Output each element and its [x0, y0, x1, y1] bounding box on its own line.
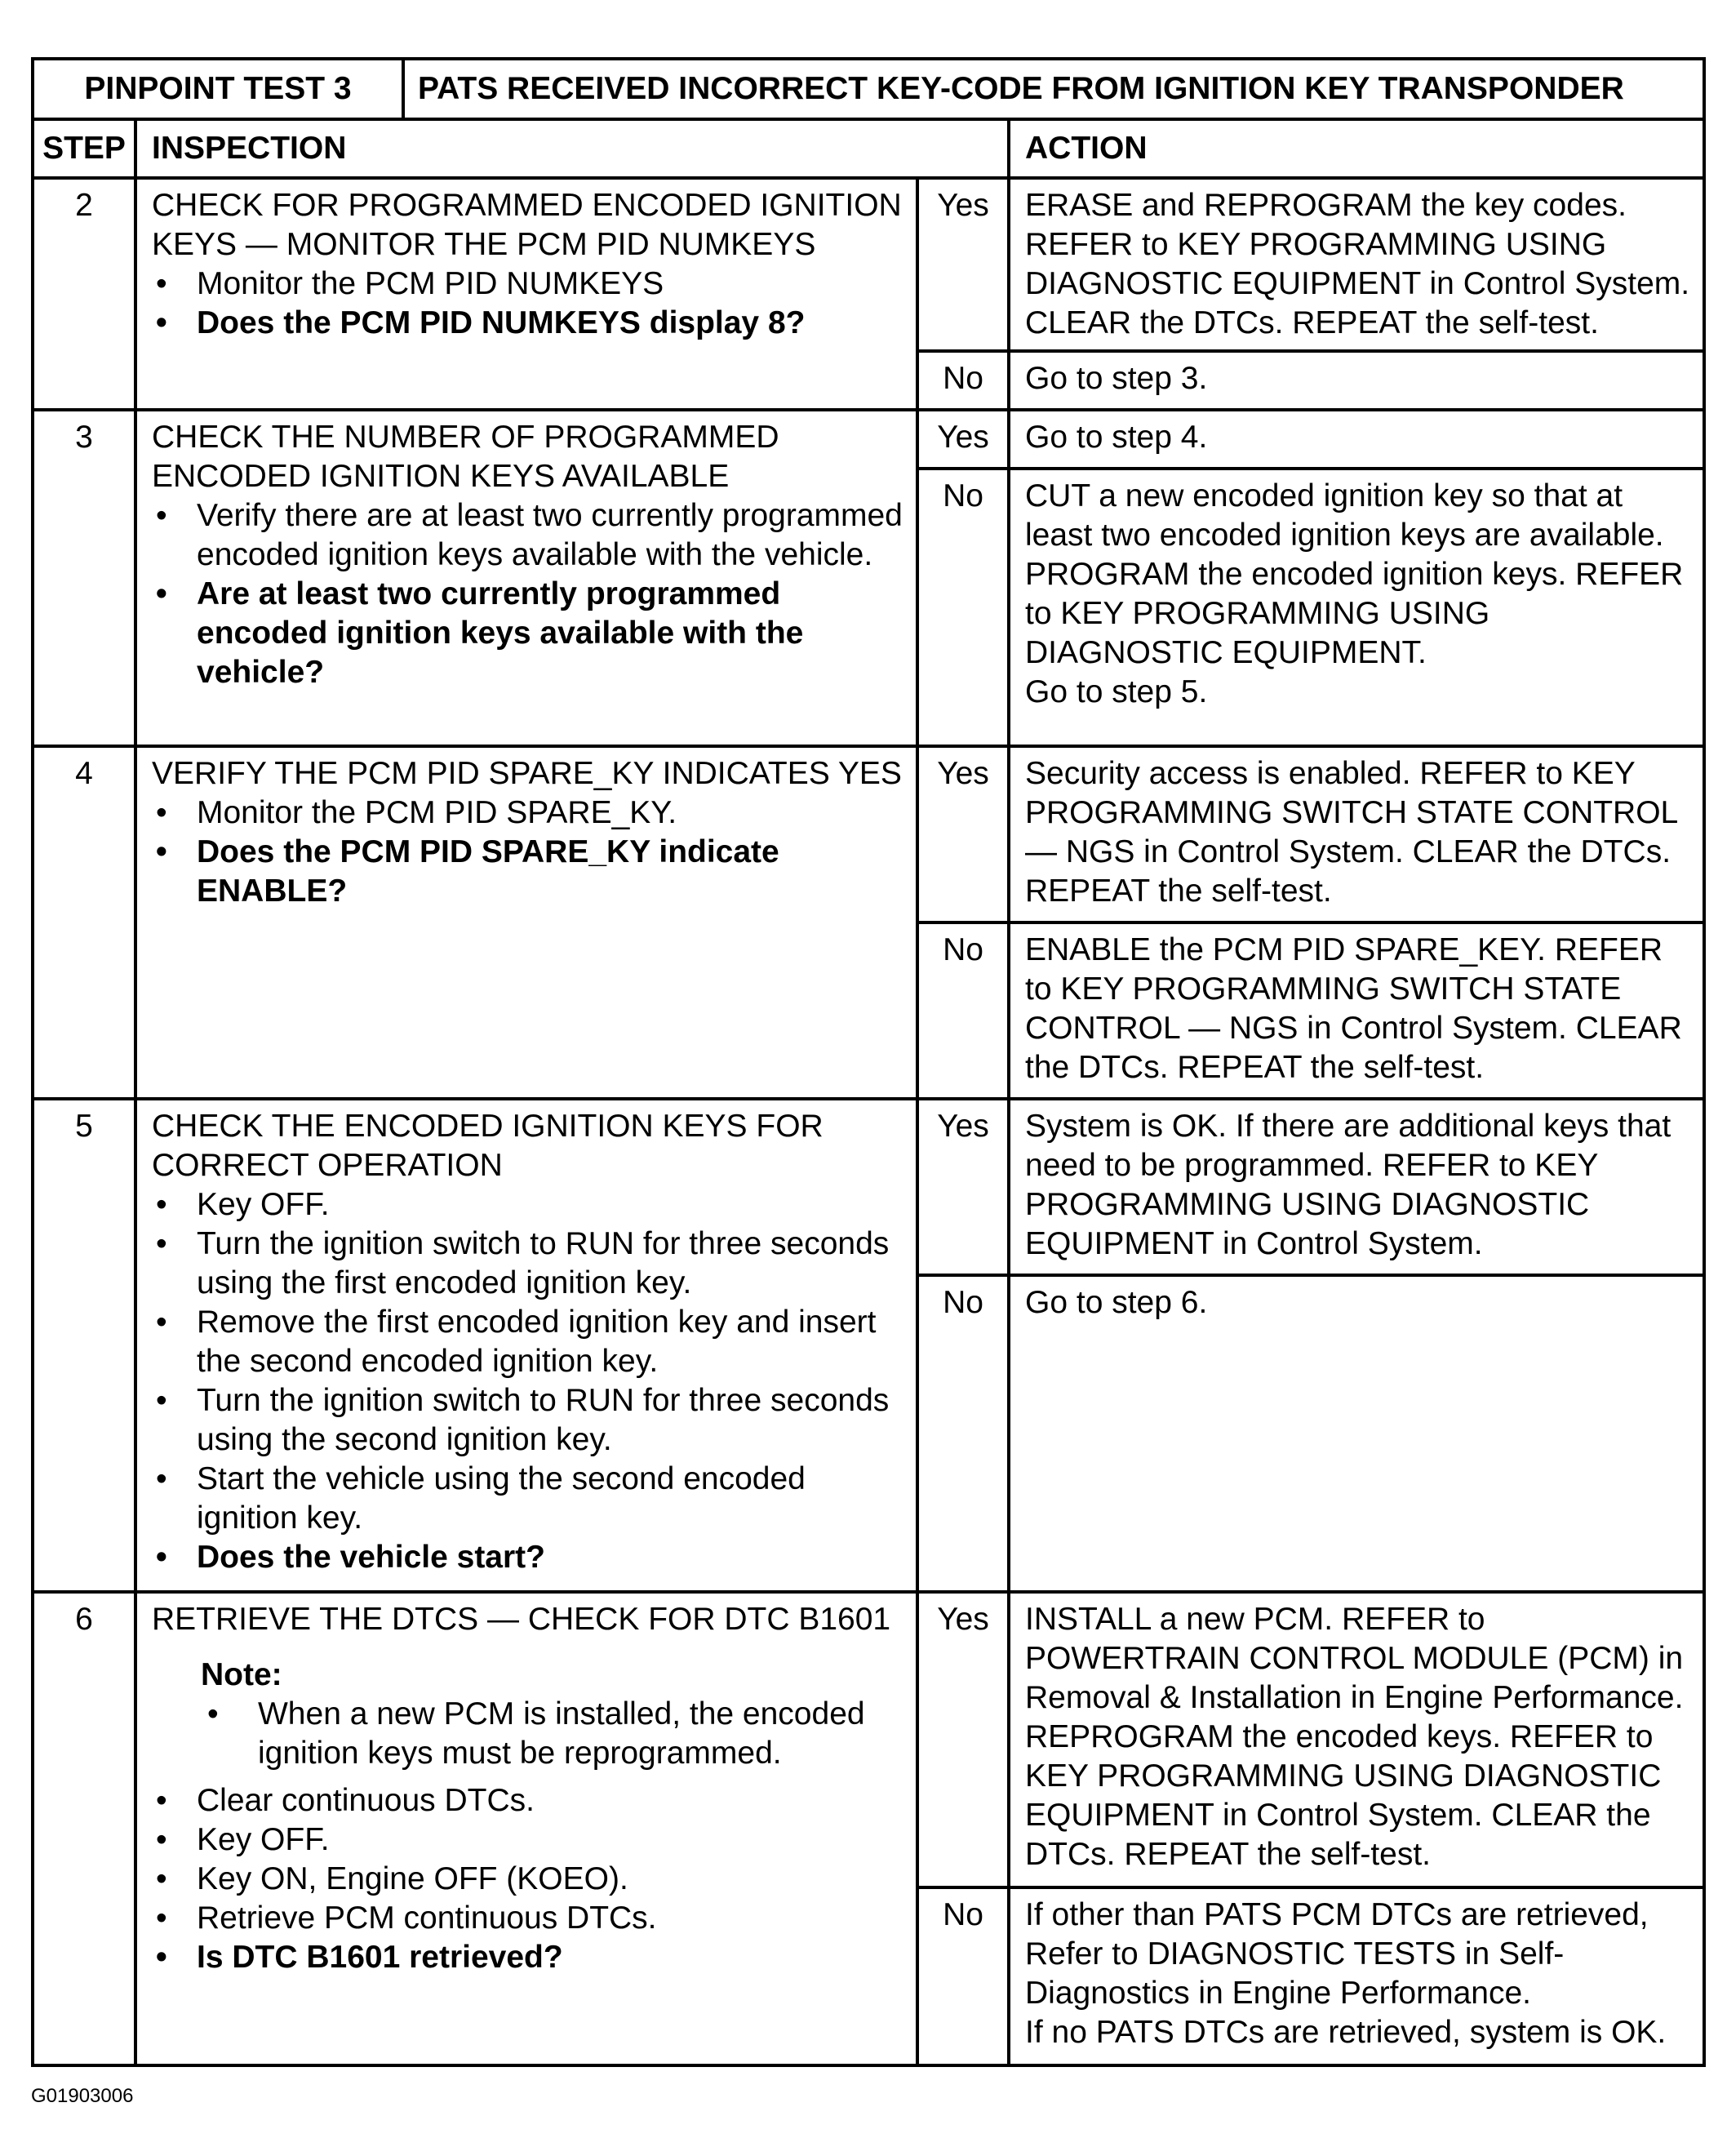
yes-label: Yes [917, 1099, 1009, 1275]
no-action: Go to step 3. [1009, 351, 1704, 410]
column-header-inspection: INSPECTION [135, 119, 1009, 178]
yes-action: INSTALL a new PCM. REFER to POWERTRAIN CONTROL MODULE (PCM) in Removal & Installation in Engine Performance. REPROGRAM the encoded keys. REFER to KEY PROGRAMMING USING DIAGNOSTIC EQUIPMENT in Control System. CLEAR the DTCs. REPEAT the self-test. [1009, 1592, 1704, 1887]
note-text: • When a new PCM is installed, the encoded ignition keys must be reprogrammed. [258, 1695, 904, 1773]
yes-label: Yes [917, 178, 1009, 351]
step-number: 2 [33, 178, 135, 410]
step-number: 4 [33, 746, 135, 1099]
step-number: 3 [33, 410, 135, 746]
no-label: No [917, 1275, 1009, 1592]
bullet-item: • Key OFF. [197, 1820, 904, 1860]
bullet-item: • Key ON, Engine OFF (KOEO). [197, 1860, 904, 1899]
yes-action: Security access is enabled. REFER to KEY PROGRAMMING SWITCH STATE CONTROL — NGS in Control System. CLEAR the DTCs. REPEAT the self-test. [1009, 746, 1704, 922]
no-label: No [917, 1887, 1009, 2065]
step-question: • Are at least two currently programmed encoded ignition keys available with the vehicle? [197, 575, 904, 692]
no-label: No [917, 351, 1009, 410]
no-action: Go to step 6. [1009, 1275, 1704, 1592]
step-title: RETRIEVE THE DTCS — CHECK FOR DTC B1601 [152, 1602, 891, 1637]
step-bullets [152, 496, 904, 692]
step-inspection [135, 410, 917, 746]
no-action [1009, 1887, 1704, 2065]
bullet-item: • Clear continuous DTCs. [197, 1781, 904, 1820]
figure-id: G01903006 [31, 2085, 134, 2107]
pinpoint-test-table [31, 57, 1706, 2067]
no-action-goto: Go to step 5. [1025, 674, 1208, 709]
no-action: ENABLE the PCM PID SPARE_KEY. REFER to KEY PROGRAMMING SWITCH STATE CONTROL — NGS in Control System. CLEAR the DTCs. REPEAT the self-test. [1009, 922, 1704, 1099]
bullet-item: • Turn the ignition switch to RUN for three seconds using the second ignition key. [197, 1381, 904, 1460]
step-bullets [152, 793, 904, 911]
yes-label: Yes [917, 746, 1009, 922]
note-block [152, 1656, 904, 1773]
no-action [1009, 469, 1704, 746]
yes-label: Yes [917, 1592, 1009, 1887]
step-bullets [152, 1781, 904, 1977]
step-title: CHECK THE ENCODED IGNITION KEYS FOR CORRECT OPERATION [152, 1109, 824, 1183]
step-question: • Does the vehicle start? [197, 1538, 904, 1577]
step-number: 6 [33, 1592, 135, 2065]
step-number: 5 [33, 1099, 135, 1592]
step-title: VERIFY THE PCM PID SPARE_KY INDICATES YES [152, 756, 902, 791]
yes-action: System is OK. If there are additional keys that need to be programmed. REFER to KEY PROGRAMMING USING DIAGNOSTIC EQUIPMENT in Control System. [1009, 1099, 1704, 1275]
column-header-action: ACTION [1009, 119, 1704, 178]
column-header-step: STEP [33, 119, 135, 178]
no-action-text: CUT a new encoded ignition key so that at least two encoded ignition keys are available. PROGRAM the encoded ignition keys. REFER to KEY PROGRAMMING USING DIAGNOSTIC EQUIPMENT. [1025, 478, 1684, 670]
bullet-item: • Monitor the PCM PID NUMKEYS [197, 264, 904, 304]
no-label: No [917, 922, 1009, 1099]
note-label: Note: [201, 1657, 282, 1692]
pinpoint-test-document [31, 57, 1703, 2065]
test-label: PINPOINT TEST 3 [33, 59, 403, 119]
bullet-item: • Remove the first encoded ignition key and insert the second encoded ignition key. [197, 1303, 904, 1381]
step-bullets [152, 264, 904, 343]
step-inspection [135, 746, 917, 1099]
yes-action: Go to step 4. [1009, 410, 1704, 469]
no-action-text: If other than PATS PCM DTCs are retrieved, Refer to DIAGNOSTIC TESTS in Self-Diagnostics in Engine Performance. [1025, 1897, 1649, 2011]
bullet-item: • Retrieve PCM continuous DTCs. [197, 1899, 904, 1938]
yes-action: ERASE and REPROGRAM the key codes. REFER to KEY PROGRAMMING USING DIAGNOSTIC EQUIPMENT in Control System. CLEAR the DTCs. REPEAT the self-test. [1009, 178, 1704, 351]
step-inspection [135, 178, 917, 410]
bullet-item: • Key OFF. [197, 1185, 904, 1225]
bullet-item: • Monitor the PCM PID SPARE_KY. [197, 793, 904, 833]
step-title: CHECK THE NUMBER OF PROGRAMMED ENCODED IGNITION KEYS AVAILABLE [152, 420, 779, 494]
bullet-item: • Start the vehicle using the second encoded ignition key. [197, 1460, 904, 1538]
no-label: No [917, 469, 1009, 746]
note-bullets [201, 1695, 904, 1773]
bullet-item: • Turn the ignition switch to RUN for three seconds using the first encoded ignition key. [197, 1225, 904, 1303]
step-question: • Is DTC B1601 retrieved? [197, 1938, 904, 1977]
step-bullets [152, 1185, 904, 1577]
step-question: • Does the PCM PID SPARE_KY indicate ENABLE? [197, 833, 904, 911]
step-title: CHECK FOR PROGRAMMED ENCODED IGNITION KEYS — MONITOR THE PCM PID NUMKEYS [152, 188, 902, 262]
yes-label: Yes [917, 410, 1009, 469]
step-inspection [135, 1592, 917, 2065]
test-title: PATS RECEIVED INCORRECT KEY-CODE FROM IGNITION KEY TRANSPONDER [403, 59, 1704, 119]
step-question: • Does the PCM PID NUMKEYS display 8? [197, 304, 904, 343]
step-inspection [135, 1099, 917, 1592]
bullet-item: • Verify there are at least two currently programmed encoded ignition keys available with the vehicle. [197, 496, 904, 575]
no-action-ok: If no PATS DTCs are retrieved, system is OK. [1025, 2015, 1667, 2050]
